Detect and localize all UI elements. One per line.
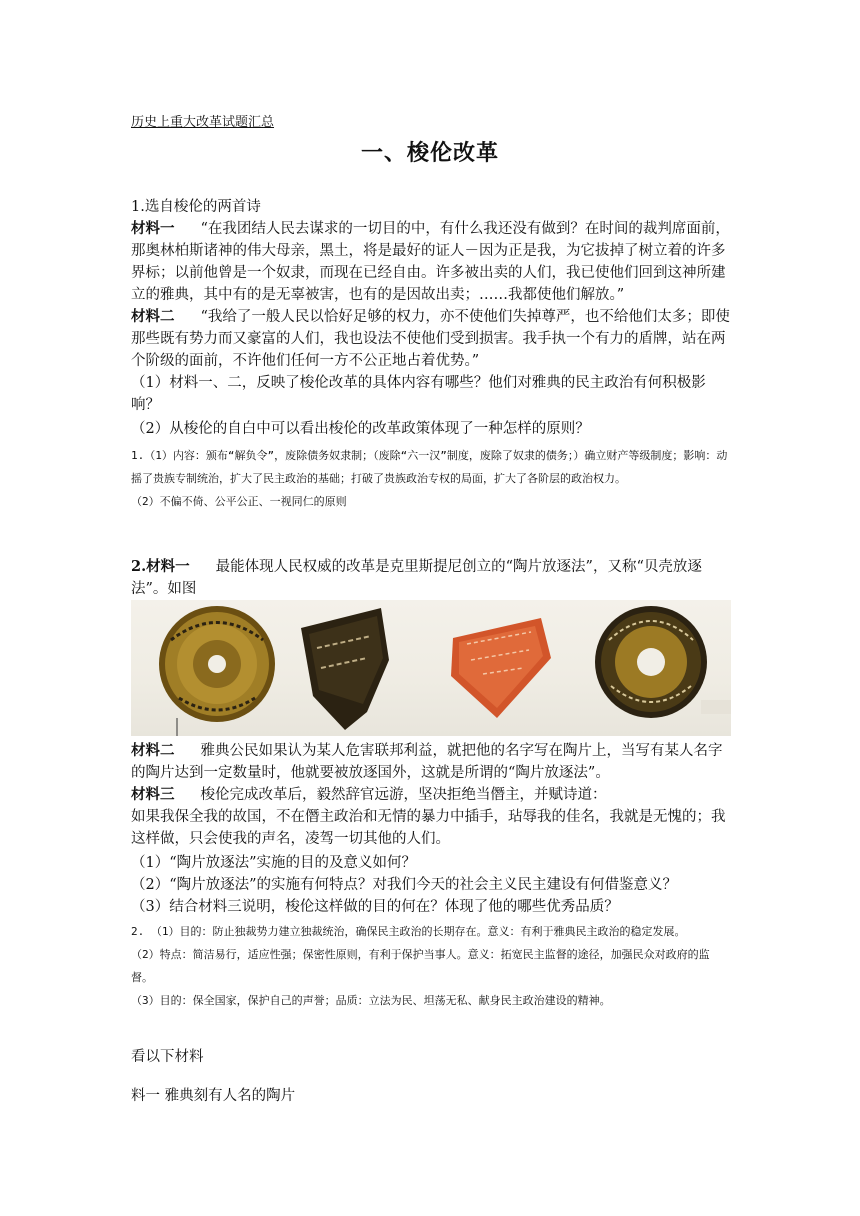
section-2-material-3 <box>131 784 731 806</box>
ostraka-photo <box>131 600 731 736</box>
section-2-material-1 <box>131 556 731 600</box>
document-top-note: 历史上重大改革试题汇总 <box>131 115 275 130</box>
section-1 <box>131 196 731 513</box>
material-label: 材料二 <box>131 743 175 759</box>
section-1-heading: 1.选自梭伦的两首诗 <box>131 199 261 215</box>
question-2: （2）从梭伦的自白中可以看出梭伦的改革政策体现了一种怎样的原则？ <box>131 421 590 437</box>
answer-2: （2）不偏不倚、公平公正、一视同仁的原则 <box>131 495 347 508</box>
material-label: 材料一 <box>131 221 175 237</box>
material-text: 梭伦完成改革后，毅然辞官远游，坚决拒绝当僭主，并赋诗道： <box>200 787 607 803</box>
answer-1: 2. （1）目的：防止独裁势力建立独裁统治，确保民主政治的长期存在。意义：有利于雅典民主政治的稳定发展。 <box>131 925 686 938</box>
material-text: “在我团结人民去谋求的一切目的中，有什么我还没有做到？在时间的裁判席面前，那奥林柏斯诸神的伟大母亲，黑土，将是最好的证人－因为正是我，为它拔掉了树立着的许多界标；以前他曾是一个奴隶，而现在已经自由。许多被出卖的人们，我已使他们回到这神所建立的雅典，其中有的是无辜被害，也有的是因故出卖；……我都使他们解放。” <box>131 221 730 303</box>
answer-3: （3）目的：保全国家，保护自己的声誉；品质：立法为民、坦荡无私、献身民主政治建设的精神。 <box>131 994 611 1007</box>
page-title: 一、梭伦改革 <box>360 141 499 166</box>
material-label: 材料二 <box>131 309 175 325</box>
material-label: 材料三 <box>131 787 175 803</box>
section-2-intro <box>131 556 731 600</box>
answer-1: 1.（1）内容：颁布“解负令”，废除债务奴隶制；（废除“六一汉”制度，废除了奴隶的债务；）确立财产等级制度；影响：动摇了贵族专制统治，扩大了民主政治的基础；打破了贵族政治专权的局面，扩大了各阶层的政治权力。 <box>131 449 728 485</box>
section-1-material-1 <box>131 218 731 306</box>
material-text: “我给了一般人民以恰好足够的权力，亦不使他们失掉尊严，也不给他们太多；即使那些既有势力而又豪富的人们，我也设法不使他们受到损害。我手执一个有力的盾牌，站在两个阶级的面前，不许他们任何一方不公正地占着优势。” <box>131 309 730 369</box>
material-text: 最能体现人民权威的改革是克里斯提尼创立的“陶片放逐法”，又称“贝壳放逐法”。如图 <box>131 559 702 597</box>
question-3: （3）结合材料三说明，梭伦这样做的目的何在？体现了他的哪些优秀品质？ <box>131 899 619 915</box>
question-1: （1）“陶片放逐法”实施的目的及意义如何？ <box>131 855 417 871</box>
poem-text: 如果我保全我的故国，不在僭主政治和无情的暴力中插手，玷辱我的佳名，我就是无愧的；我这样做，只会使我的声名，凌驾一切其他的人们。 <box>131 809 726 847</box>
answer-2: （2）特点：简洁易行，适应性强；保密性原则，有利于保护当事人。意义：拓宽民主监督的途径，加强民众对政府的监督。 <box>131 948 710 984</box>
section-2-material-2 <box>131 740 731 784</box>
section-1-material-2 <box>131 306 731 372</box>
tail-material-line: 料一 雅典刻有人名的陶片 <box>131 1088 296 1104</box>
material-text: 雅典公民如果认为某人危害联邦利益，就把他的名字写在陶片上，当写有某人名字的陶片达到一定数量时，他就要被放逐国外，这就是所谓的“陶片放逐法”。 <box>131 743 723 781</box>
tail-see-below: 看以下材料 <box>131 1049 204 1065</box>
section-2-materials <box>131 740 731 1012</box>
ostraka-image <box>131 600 731 736</box>
material-label: 2.材料一 <box>131 558 190 575</box>
question-2: （2）“陶片放逐法”的实施有何特点？对我们今天的社会主义民主建设有何借鉴意义？ <box>131 877 678 893</box>
question-1: （1）材料一、二，反映了梭伦改革的具体内容有哪些？他们对雅典的民主政治有何积极影响？ <box>131 375 706 413</box>
